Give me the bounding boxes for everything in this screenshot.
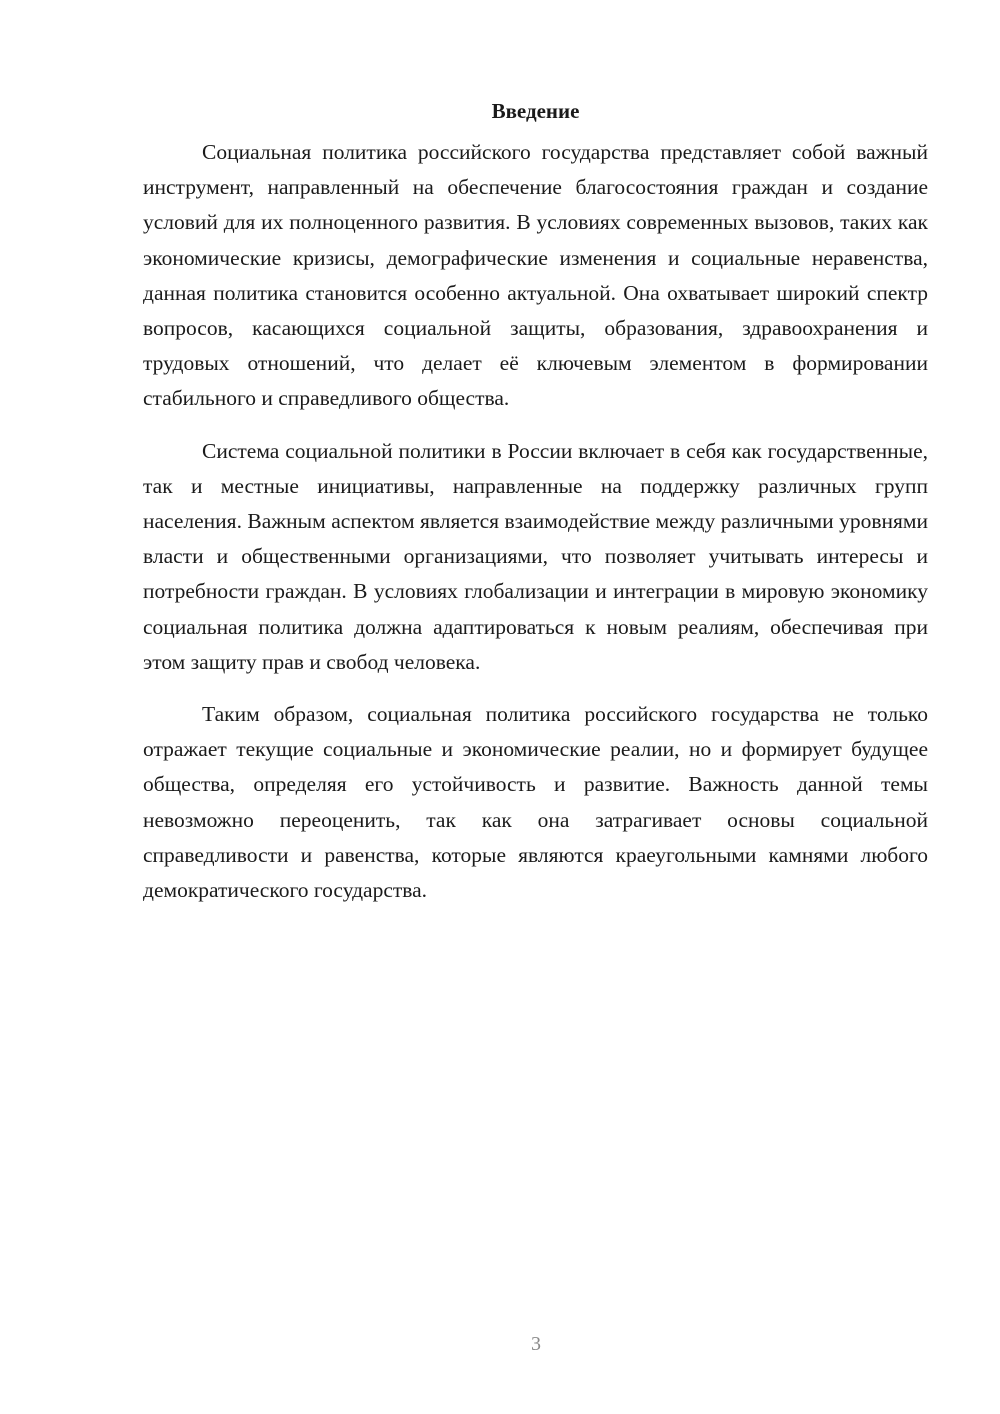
paragraph-1: Социальная политика российского государства представляет собой важный инструмент, направленный на обеспечение благосостояния граждан и создание условий для их полноценного развития. В условиях современных вызовов, таких как экономические кризисы, демографические изменения и социальные неравенства, данная политика становится особенно актуальной. Она охватывает широкий спектр вопросов, касающихся социальной защиты, образования, здравоохранения и трудовых отношений, что делает её ключевым элементом в формировании стабильного и справедливого общества.	[143, 140, 928, 411]
page-number: 3	[531, 1333, 541, 1355]
page-content	[143, 94, 928, 925]
paragraph-3: Таким образом, социальная политика российского государства не только отражает текущие социальные и экономические реалии, но и формирует будущее общества, определяя его устойчивость и развитие. Важность данной темы невозможно переоценить, так как она затрагивает основы социальной справедливости и равенства, которые являются краеугольными камнями любого демократического государства.	[143, 702, 928, 903]
paragraph-2: Система социальной политики в России включает в себя как государственные, так и местные инициативы, направленные на поддержку различных групп населения. Важным аспектом является взаимодействие между различными уровнями власти и общественными организациями, что позволяет учитывать интересы и потребности граждан. В условиях глобализации и интеграции в мировую экономику социальная политика должна адаптироваться к новым реалиям, обеспечивая при этом защиту прав и свобод человека.	[143, 438, 928, 674]
section-heading: Введение	[491, 99, 580, 123]
